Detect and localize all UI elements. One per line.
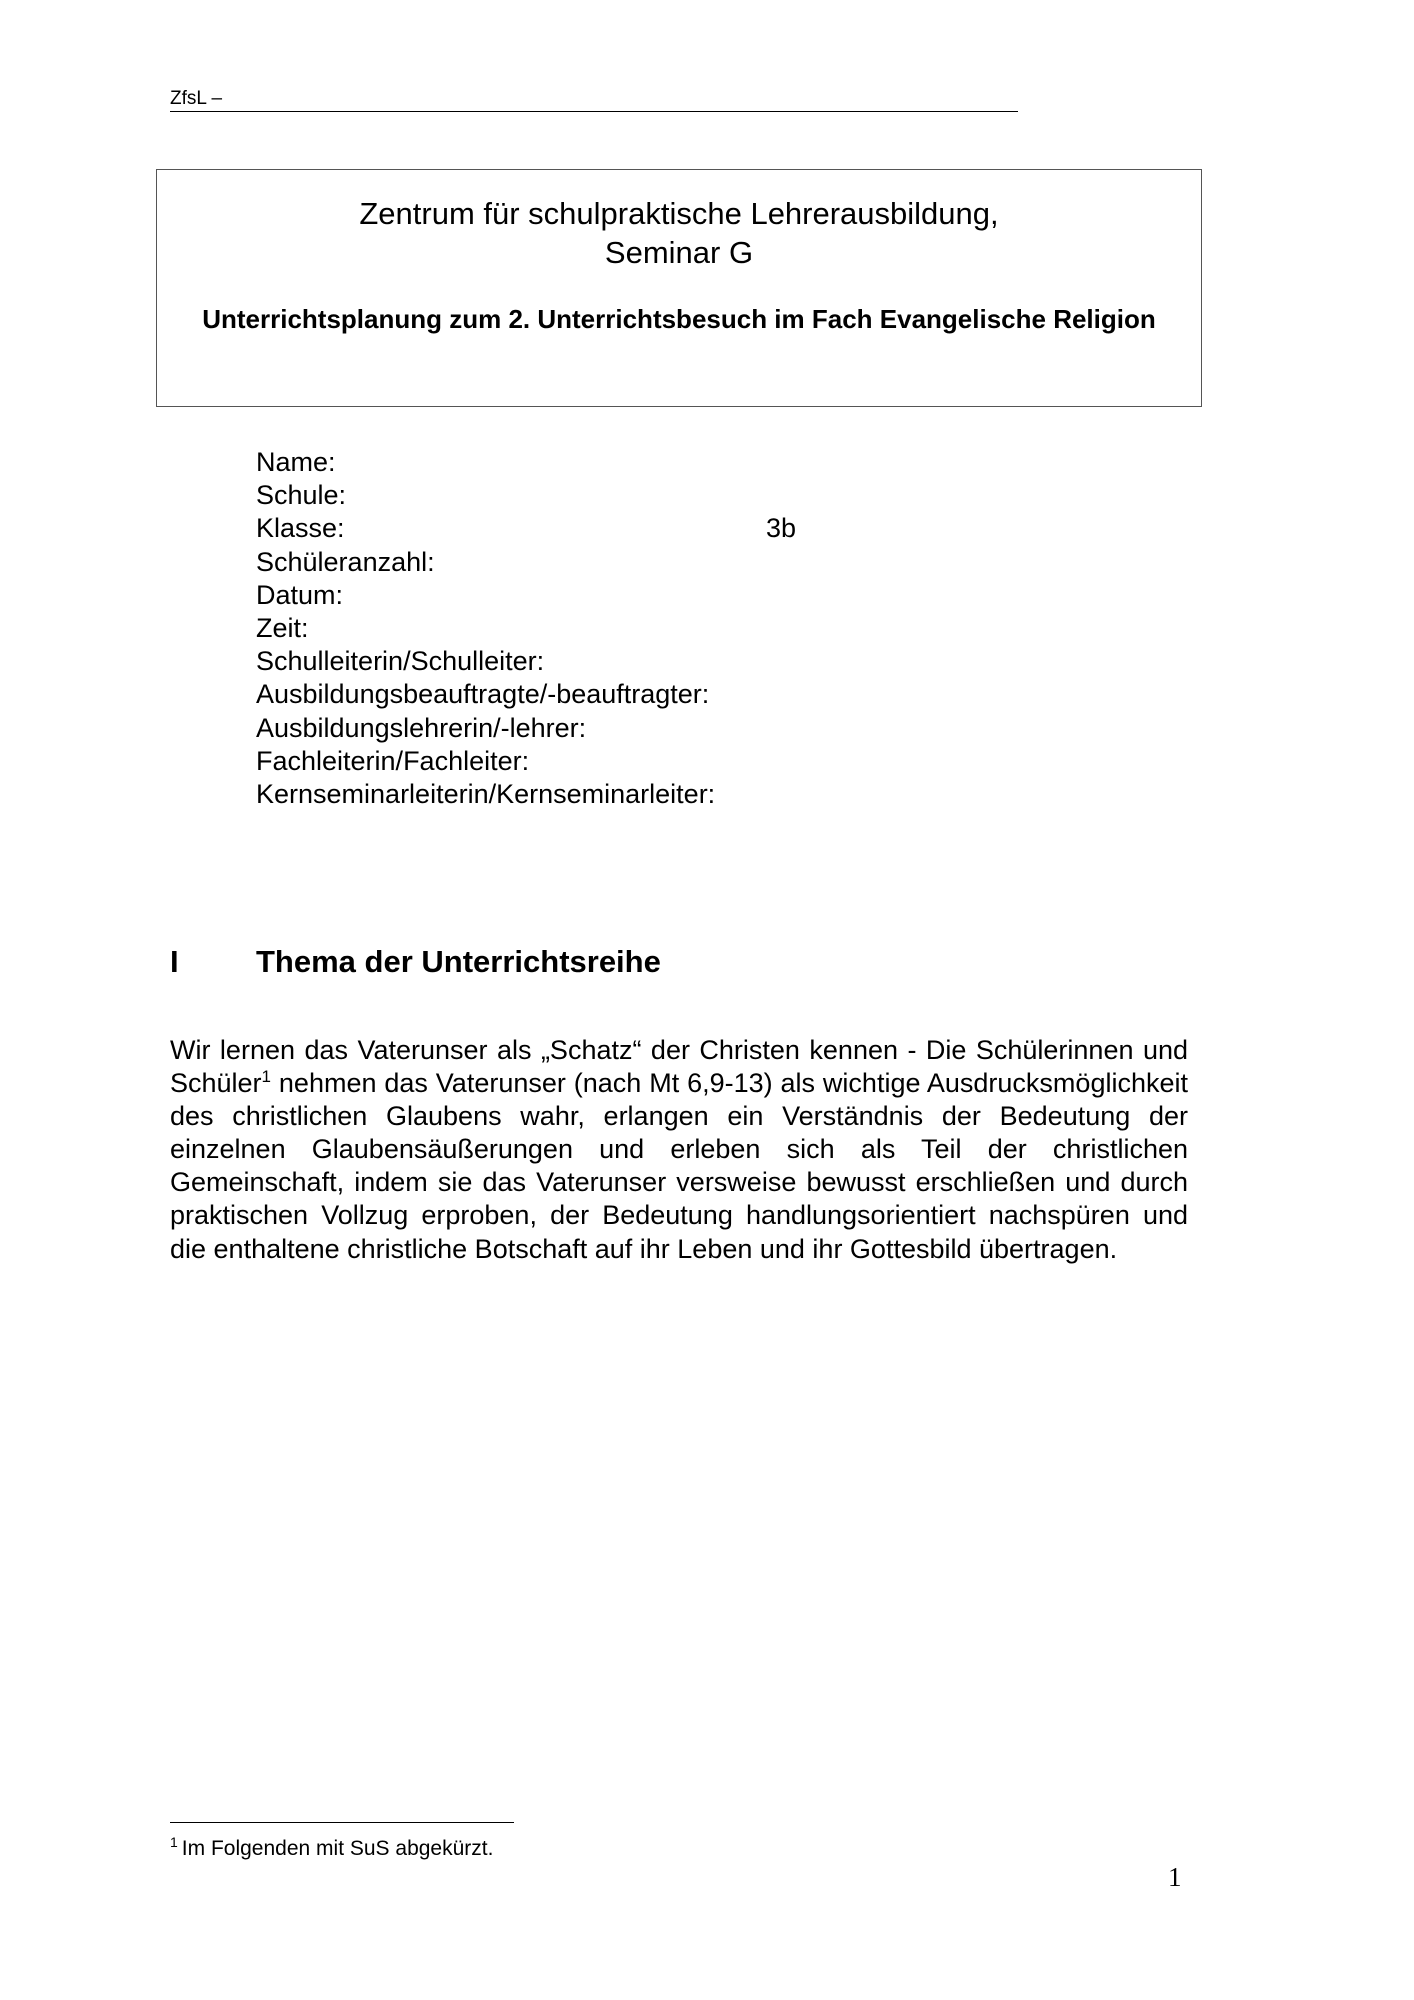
info-label: Schulleiterin/Schulleiter: [256,646,545,677]
info-label: Zeit: [256,612,309,643]
info-row-ausbildungslehrer [256,712,956,745]
info-row-schulleitung [256,645,956,678]
footnote-separator [170,1822,514,1823]
footnote-marker: 1 [170,1834,178,1850]
paragraph-text-part2: nehmen das Vaterunser (nach Mt 6,9-13) als wichtige Ausdrucksmöglichkeit des christlichen Glaubens wahr, erlangen ein Verständnis der Bedeutung der einzelnen Glaubensäußerungen und erleben sich als Teil der christlichen Gemeinschaft, indem sie das Vaterunser versweise bewusst erschließen und durch praktischen Vollzug erproben, der Bedeutung handlungsorientiert nachspüren und die enthaltene christliche Botschaft auf ihr Leben und ihr Gottesbild übertragen. [170,1068,1188,1264]
info-label: Schüleranzahl: [256,546,435,577]
page-number: 1 [1168,1862,1182,1892]
info-label: Schule: [256,480,347,511]
page-header [170,88,1018,112]
info-row-klasse [256,512,956,545]
info-value: 3b [766,513,797,544]
plan-title: Unterrichtsplanung zum 2. Unterrichtsbesuch im Fach Evangelische Religion [202,304,1156,334]
info-row-fachleitung [256,745,956,778]
section-title: Thema der Unterrichtsreihe [256,944,661,979]
info-row-datum [256,579,956,612]
institution-name [157,194,1201,272]
info-row-schule [256,479,956,512]
info-label: Fachleiterin/Fachleiter: [256,745,530,776]
institution-line-2: Seminar G [604,235,754,270]
info-label: Ausbildungslehrerin/-lehrer: [256,712,587,743]
info-label: Name: [256,447,336,477]
paragraph-text-part1: Wir lernen das Vaterunser als „Schatz“ der Christen kennen - Die Schülerinnen und Schüler [170,1035,1188,1099]
info-row-name [256,446,956,479]
info-row-zeit [256,612,956,645]
info-row-schueleranzahl [256,546,956,579]
info-fields [256,446,956,811]
title-box [156,169,1202,407]
info-label: Ausbildungsbeauftragte/-beauftragter: [256,679,710,710]
header-text: ZfsL – [170,88,223,109]
info-row-kernseminarleitung [256,778,956,811]
info-label: Klasse: [256,513,345,544]
institution-line-1: Zentrum für schulpraktische Lehrerausbildung, [359,196,999,231]
info-label: Kernseminarleiterin/Kernseminarleiter: [256,778,716,809]
footnote-text: Im Folgenden mit SuS abgekürzt. [181,1837,494,1860]
info-label: Datum: [256,579,344,610]
footnote-reference[interactable]: 1 [261,1067,272,1087]
info-row-ausbildungsbeauftragte [256,678,956,711]
footnote [170,1836,493,1862]
section-number: I [170,944,179,979]
section-paragraph [170,1034,1188,1266]
section-heading [170,942,661,982]
